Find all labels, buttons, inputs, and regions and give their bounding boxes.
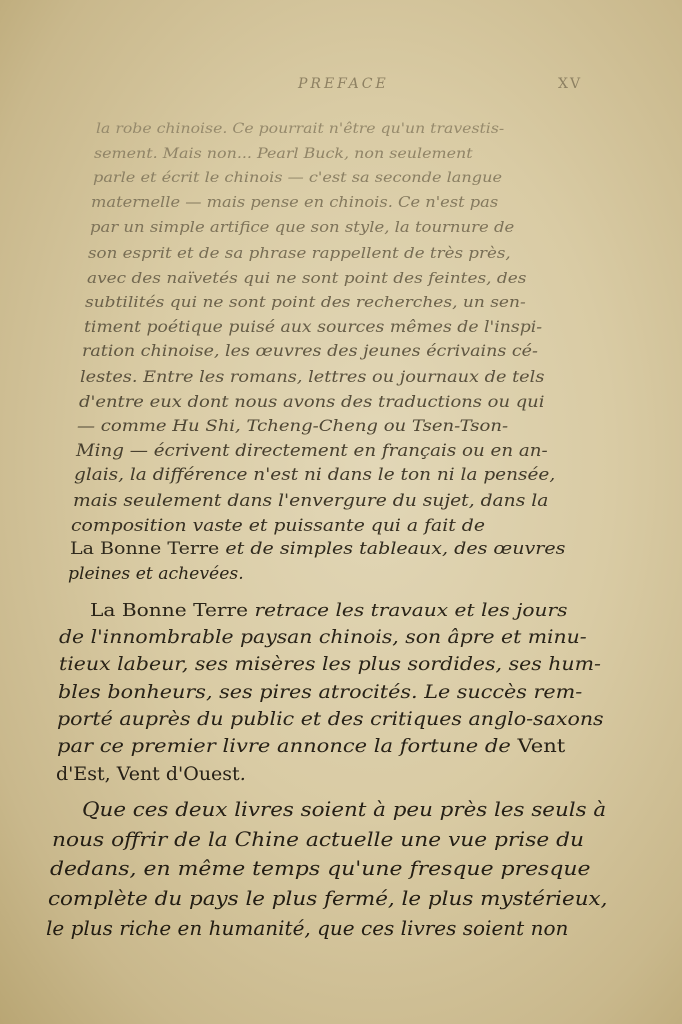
text-line	[76, 441, 548, 460]
running-title: PREFACE	[298, 76, 389, 92]
text-segment: timent poétique puisé aux sources mêmes de l'inspi-	[83, 317, 542, 336]
text-segment: le plus riche en humanité, que ces livres soient non	[46, 916, 569, 940]
text-line	[93, 170, 502, 186]
text-segment: .	[239, 763, 246, 786]
text-segment: composition vaste et puissante qui a fait de	[71, 514, 486, 535]
text-segment: ration chinoise, les œuvres des jeunes écrivains cé-	[82, 342, 538, 361]
text-segment: retrace les travaux et les jours	[248, 600, 568, 621]
text-line	[70, 539, 565, 559]
text-line	[48, 887, 607, 910]
text-line	[46, 916, 568, 940]
book-title-text: Vent	[517, 736, 565, 757]
text-segment: lestes. Entre les romans, lettres ou journaux de tels	[80, 367, 545, 386]
book-title-text: d'Est, Vent d'Ouest	[56, 763, 240, 786]
text-segment: la robe chinoise. Ce pourrait n'être qu'un travestis-	[96, 121, 505, 137]
text-line	[57, 709, 604, 730]
text-segment: Ming — écrivent directement en français ou en an-	[75, 440, 548, 460]
text-line	[84, 318, 542, 336]
text-line	[88, 244, 511, 262]
text-line	[91, 195, 498, 211]
text-segment: mais seulement dans l'envergure du sujet, dans la	[72, 490, 549, 510]
text-segment: nous offrir de la Chine actuelle une vue prise du	[52, 827, 585, 851]
page-header	[0, 76, 682, 100]
text-line	[90, 219, 514, 236]
text-line	[57, 736, 565, 757]
text-segment: sement. Mais non... Pearl Buck, non seulement	[94, 145, 474, 162]
text-line	[58, 682, 582, 703]
text-line	[68, 564, 244, 584]
text-line	[85, 293, 526, 311]
text-line	[87, 269, 526, 287]
text-line	[59, 654, 601, 675]
text-segment: dedans, en même temps qu'une fresque presque	[50, 857, 591, 880]
text-line	[73, 490, 548, 510]
text-segment: bles bonheurs, ses pires atrocités. Le succès rem-	[58, 681, 583, 703]
text-segment: par un simple artifice que son style, la tournure de	[89, 219, 514, 237]
text-segment: et de simples tableaux, des œuvres	[218, 539, 565, 560]
text-segment: glais, la différence n'est ni dans le ton ni la pensée,	[74, 465, 556, 485]
text-line	[80, 367, 544, 386]
text-segment: son esprit et de sa phrase rappellent de très près,	[88, 244, 511, 262]
text-line	[94, 146, 473, 162]
text-segment: — comme Hu Shi, Tcheng-Cheng ou Tsen-Tson-	[77, 416, 509, 436]
text-segment: pleines et achevées.	[68, 563, 244, 584]
text-line	[82, 342, 538, 360]
text-segment: subtilités qui ne sont point des recherches, un sen-	[85, 293, 526, 312]
book-title-text: La Bonne Terre	[69, 539, 219, 560]
text-line	[52, 828, 584, 851]
text-line	[79, 392, 544, 411]
text-segment: tieux labeur, ses misères les plus sordides, ses hum-	[58, 654, 601, 676]
text-line	[59, 627, 587, 648]
text-segment: par ce premier livre annonce la fortune de	[56, 736, 518, 757]
text-segment: porté auprès du public et des critiques anglo-saxons	[57, 708, 604, 730]
text-line	[56, 763, 246, 785]
text-segment: parle et écrit le chinois — c'est sa seconde langue	[92, 170, 502, 187]
text-segment: de l'innombrable paysan chinois, son âpre et minu-	[59, 627, 588, 649]
text-line	[90, 600, 567, 621]
text-segment: Que ces deux livres soient à peu près les seuls à	[82, 798, 607, 821]
text-line	[77, 416, 508, 435]
text-line	[50, 857, 590, 880]
text-segment: d'entre eux dont nous avons des traductions ou qui	[78, 391, 545, 411]
text-line	[71, 515, 485, 535]
page-number: XV	[558, 76, 583, 92]
book-title-text: La Bonne Terre	[90, 600, 249, 621]
text-segment: avec des naïvetés qui ne sont point des feintes, des	[86, 268, 527, 287]
text-segment: complète du pays le plus fermé, le plus mystérieux,	[48, 886, 608, 910]
text-line	[82, 798, 606, 821]
text-segment: maternelle — mais pense en chinois. Ce n'est pas	[91, 194, 499, 211]
text-line	[96, 121, 504, 137]
text-line	[74, 465, 555, 484]
